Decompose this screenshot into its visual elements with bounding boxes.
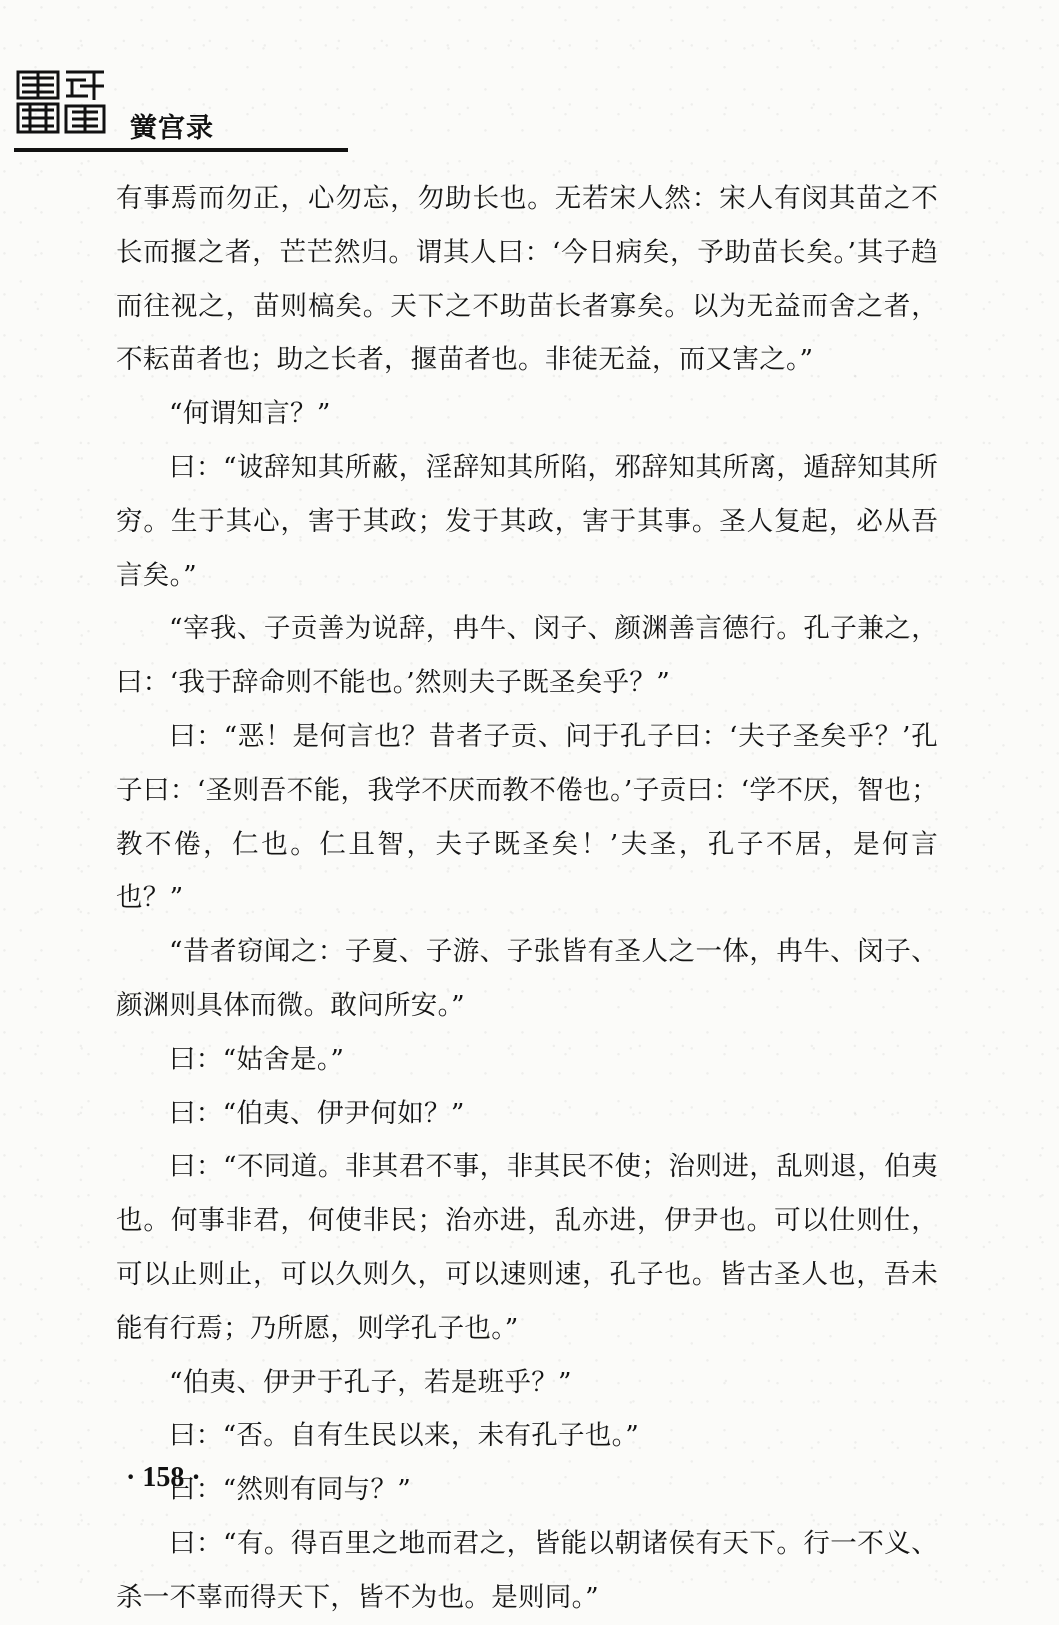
page-number: · 158 ·	[126, 1462, 201, 1493]
seal-logo-icon	[14, 66, 110, 136]
paragraph: “何谓知言？”	[169, 398, 331, 430]
paragraph: 曰：“有。得百里之地而君之，皆能以朝诸侯有天下。行一不义、杀一不辜而得天下，皆不为也。是则同。”	[116, 1527, 938, 1613]
paragraph: 曰：“伯夷、伊尹何如？”	[169, 1097, 465, 1129]
paragraph: “宰我、子贡善为说辞，冉牛、闵子、颜渊善言德行。孔子兼之，曰：‘我于辞命则不能也。’然则夫子既圣矣乎？”	[116, 613, 938, 699]
paragraph: “伯夷、伊尹于孔子，若是班乎？”	[169, 1366, 572, 1398]
header-rule	[14, 148, 348, 152]
paragraph: “昔者窃闻之：子夏、子游、子张皆有圣人之一体，冉牛、闵子、颜渊则具体而微。敢问所安。”	[116, 936, 938, 1021]
book-title: 黉宫录	[130, 113, 214, 144]
paragraph: 曰：“否。自有生民以来，未有孔子也。”	[169, 1420, 640, 1452]
paragraph: 曰：“恶！是何言也？昔者子贡、问于孔子曰：‘夫子圣矣乎？’孔子曰：‘圣则吾不能，我学不厌而教不倦也。’子贡曰：‘学不厌，智也；教不倦，仁也。仁且智，夫子既圣矣！’夫圣，孔子不居，是何言也？”	[116, 720, 938, 914]
paragraph: 曰：“不同道。非其君不事，非其民不使；治则进，乱则退，伯夷也。何事非君，何使非民；治亦进，乱亦进，伊尹也。可以仕则仕，可以止则止，可以久则久，可以速则速，孔子也。皆古圣人也，吾未能有行焉；乃所愿，则学孔子也。”	[116, 1151, 938, 1344]
paragraph: 曰：“然则有同与？”	[169, 1474, 412, 1506]
body-text	[116, 172, 938, 1625]
running-header	[14, 66, 348, 156]
paragraph: 曰：“诐辞知其所蔽，淫辞知其所陷，邪辞知其所离，遁辞知其所穷。生于其心，害于其政；发于其政，害于其事。圣人复起，必从吾言矣。”	[116, 451, 938, 591]
paragraph: 曰：“姑舍是。”	[169, 1043, 345, 1075]
paragraph: 有事焉而勿正，心勿忘，勿助长也。无若宋人然：宋人有闵其苗之不长而揠之者，芒芒然归。谓其人曰：‘今日病矣，予助苗长矣。’其子趋而往视之，苗则槁矣。天下之不助苗长者寡矣。以为无益而舍之者，不耘苗者也；助之长者，揠苗者也。非徒无益，而又害之。”	[116, 183, 938, 376]
